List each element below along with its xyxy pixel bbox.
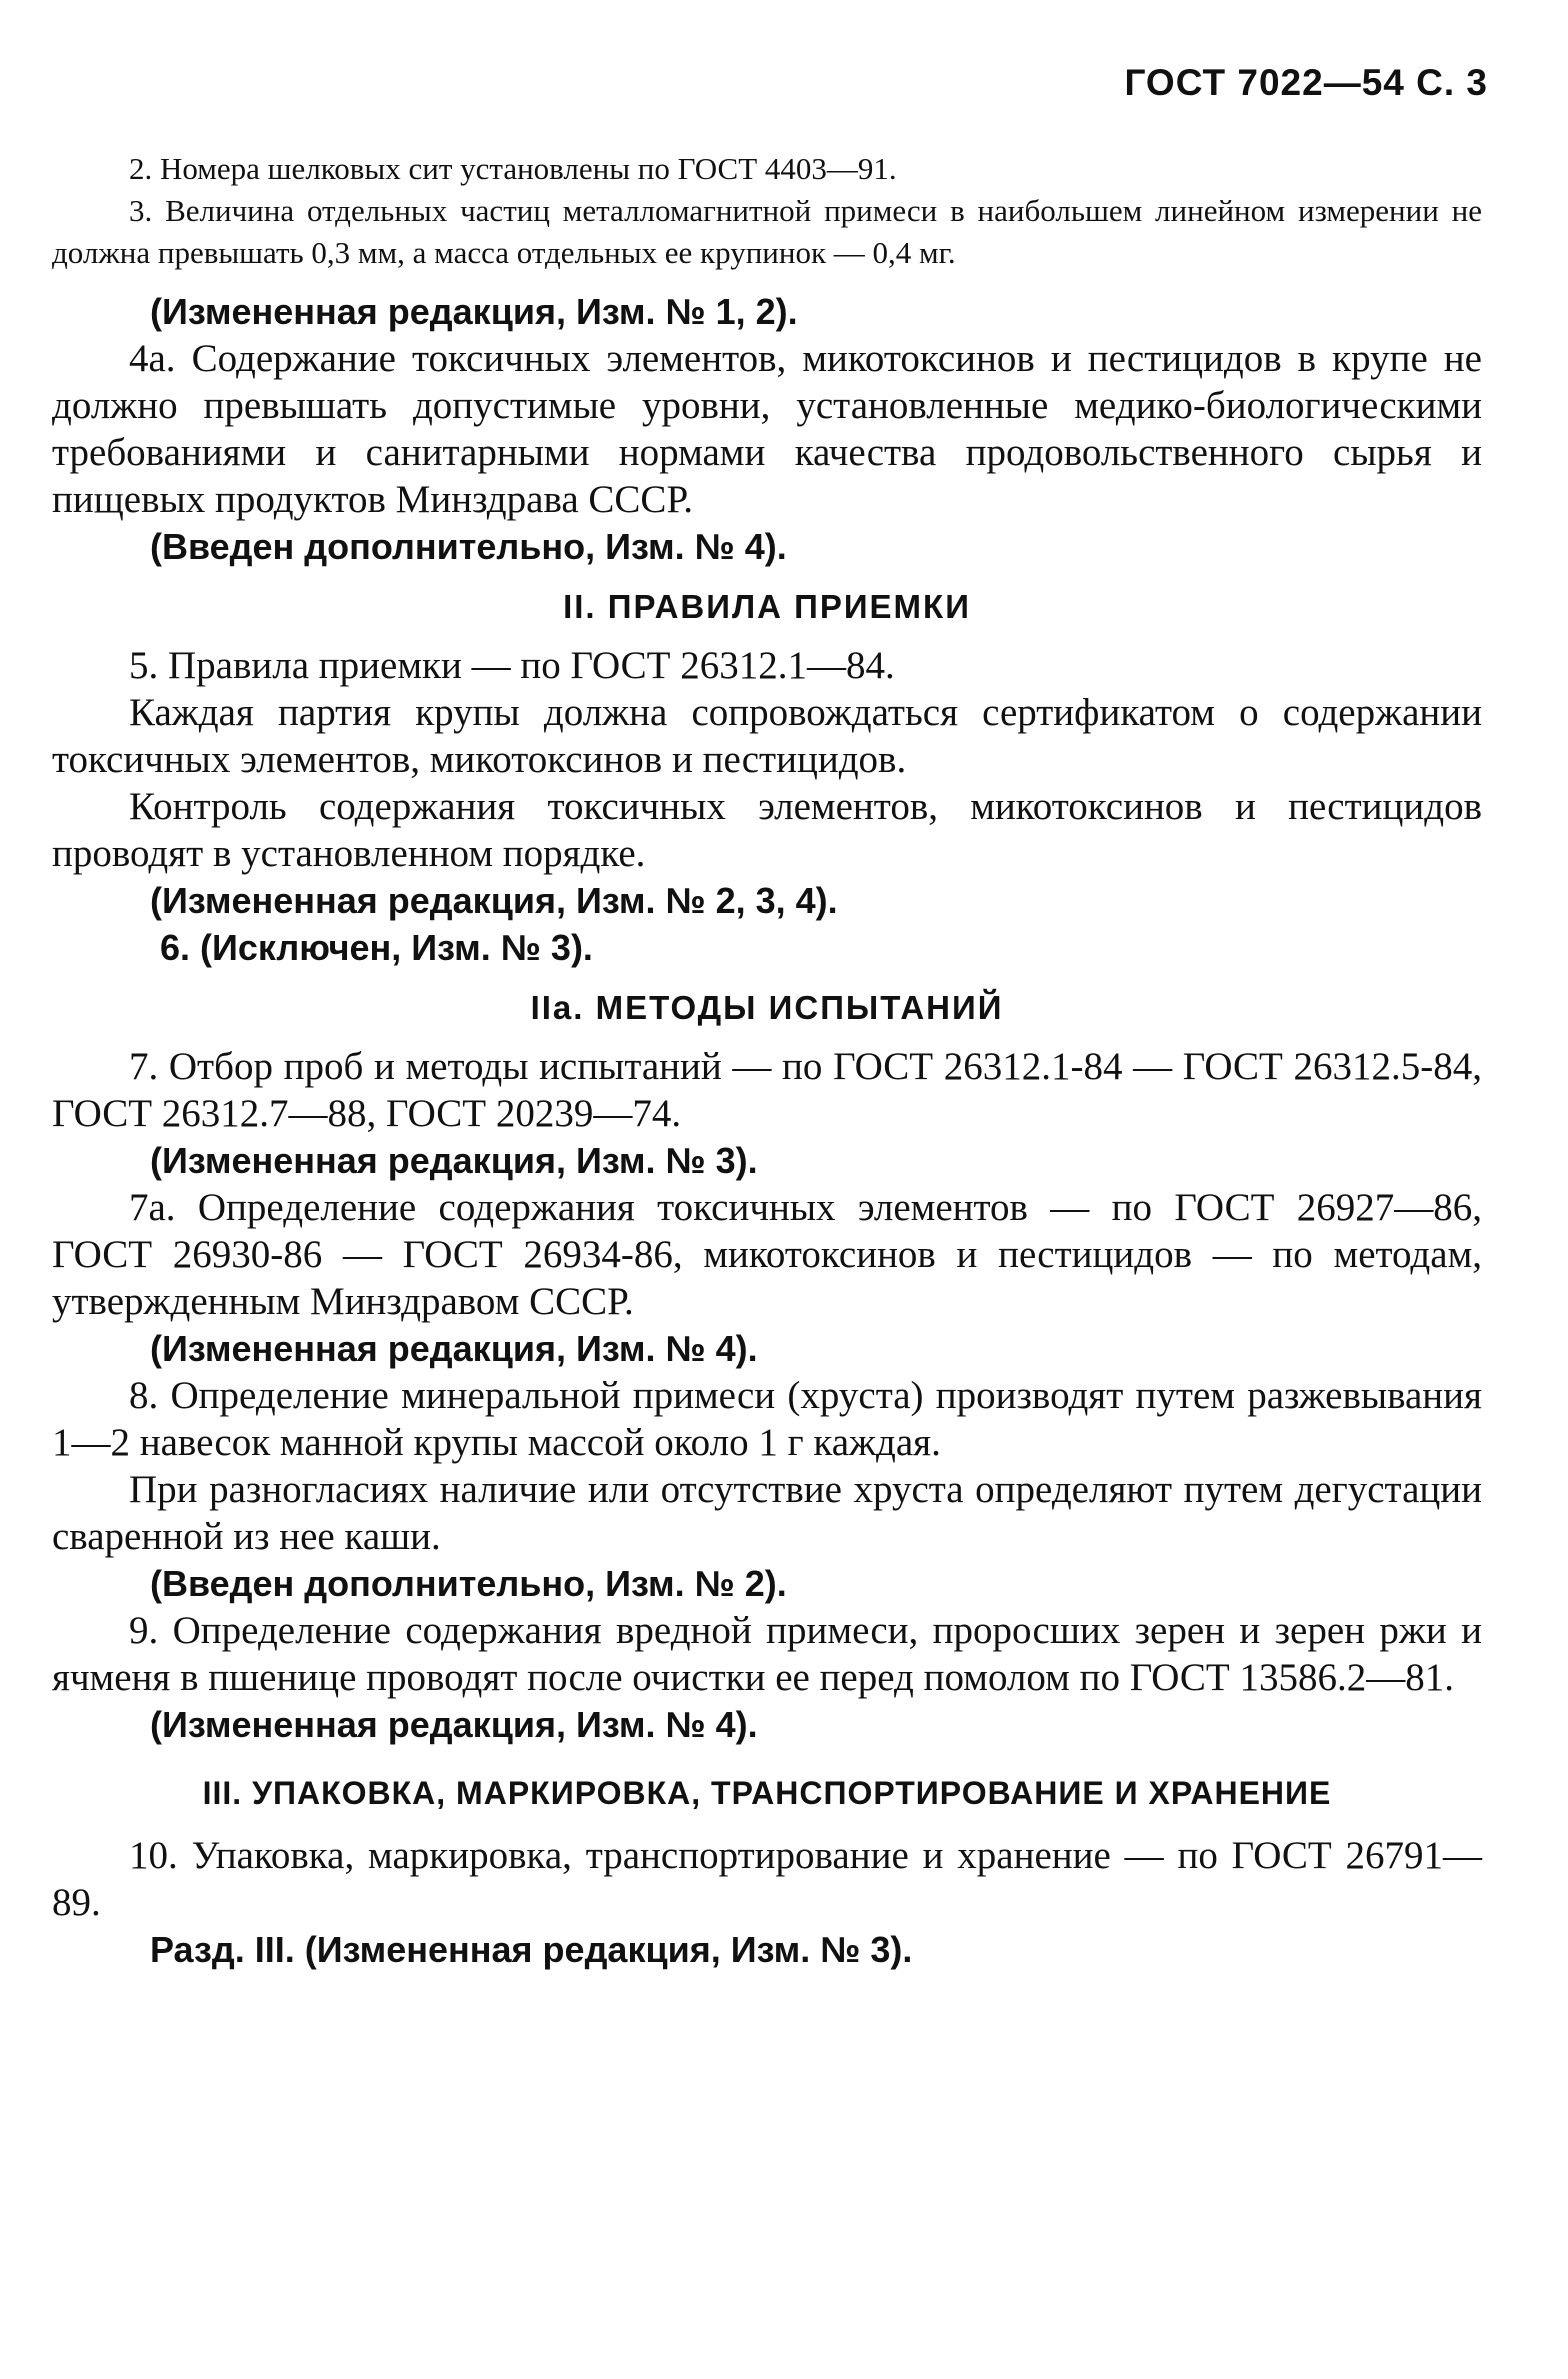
page-header: ГОСТ 7022—54 С. 3 (1124, 62, 1488, 103)
section-heading-test-methods: IIа. МЕТОДЫ ИСПЫТАНИЙ (530, 989, 1004, 1026)
amendment-note: (Измененная редакция, Изм. № 4). (150, 1704, 758, 1745)
amendment-note: (Введен дополнительно, Изм. № 2). (150, 1563, 787, 1604)
paragraph-control: Контроль содержания токсичных элементов, микотоксинов и пестицидов проводят в установленном порядке. (52, 785, 1482, 875)
amendment-note: (Измененная редакция, Изм. № 2, 3, 4). (150, 880, 838, 921)
paragraph-metal-impurity: 3. Величина отдельных частиц металломагнитной примеси в наибольшем линейном измерении не должна превышать 0,3 мм, а масса отдельных ее крупинок — 0,4 мг. (52, 193, 1482, 270)
amendment-note: (Измененная редакция, Изм. № 4). (150, 1328, 758, 1369)
amendment-note: (Измененная редакция, Изм. № 1, 2). (150, 291, 798, 332)
document-body (52, 148, 1482, 1973)
amendment-note: (Введен дополнительно, Изм. № 4). (150, 526, 787, 567)
paragraph-sieve-numbers: 2. Номера шелковых сит установлены по ГОСТ 4403—91. (129, 151, 897, 186)
paragraph-mineral-impurity: 8. Определение минеральной примеси (хруста) производят путем разжевывания 1—2 навесок манной крупы массой около 1 г каждая. (52, 1374, 1482, 1464)
section-heading-acceptance-rules: II. ПРАВИЛА ПРИЕМКИ (563, 588, 971, 625)
paragraph-sampling: 7. Отбор проб и методы испытаний — по ГОСТ 26312.1-84 — ГОСТ 26312.5-84, ГОСТ 26312.7—88, ГОСТ 20239—74. (52, 1045, 1482, 1135)
paragraph-disagreements: При разногласиях наличие или отсутствие хруста определяют путем дегустации сваренной из нее каши. (52, 1468, 1482, 1558)
paragraph-excluded: 6. (Исключен, Изм. № 3). (160, 927, 593, 968)
amendment-note: (Измененная редакция, Изм. № 3). (150, 1140, 758, 1181)
section-heading-packaging: III. УПАКОВКА, МАРКИРОВКА, ТРАНСПОРТИРОВАНИЕ И ХРАНЕНИЕ (202, 1775, 1332, 1811)
paragraph-certificate: Каждая партия крупы должна сопровождаться сертификатом о содержании токсичных элементов, микотоксинов и пестицидов. (52, 691, 1482, 781)
amendment-note: Разд. III. (Измененная редакция, Изм. № 3). (150, 1929, 913, 1970)
paragraph-acceptance-rules: 5. Правила приемки — по ГОСТ 26312.1—84. (129, 644, 895, 687)
paragraph-harmful-impurity: 9. Определение содержания вредной примеси, проросших зерен и зерен ржи и ячменя в пшенице проводят после очистки ее перед помолом по ГОСТ 13586.2—81. (52, 1609, 1482, 1699)
paragraph-toxic-determination: 7а. Определение содержания токсичных элементов — по ГОСТ 26927—86, ГОСТ 26930-86 — ГОСТ 26934-86, микотоксинов и пестицидов — по методам, утвержденным Минздравом СССР. (52, 1186, 1482, 1323)
paragraph-toxic-elements: 4а. Содержание токсичных элементов, микотоксинов и пестицидов в крупе не должно превышать допустимые уровни, установленные медико-биологическими требованиями и санитарными нормами качества продовольственного сырья и пищевых продуктов Минздрава СССР. (52, 337, 1482, 521)
paragraph-packaging: 10. Упаковка, маркировка, транспортирование и хранение — по ГОСТ 26791—89. (52, 1834, 1482, 1924)
